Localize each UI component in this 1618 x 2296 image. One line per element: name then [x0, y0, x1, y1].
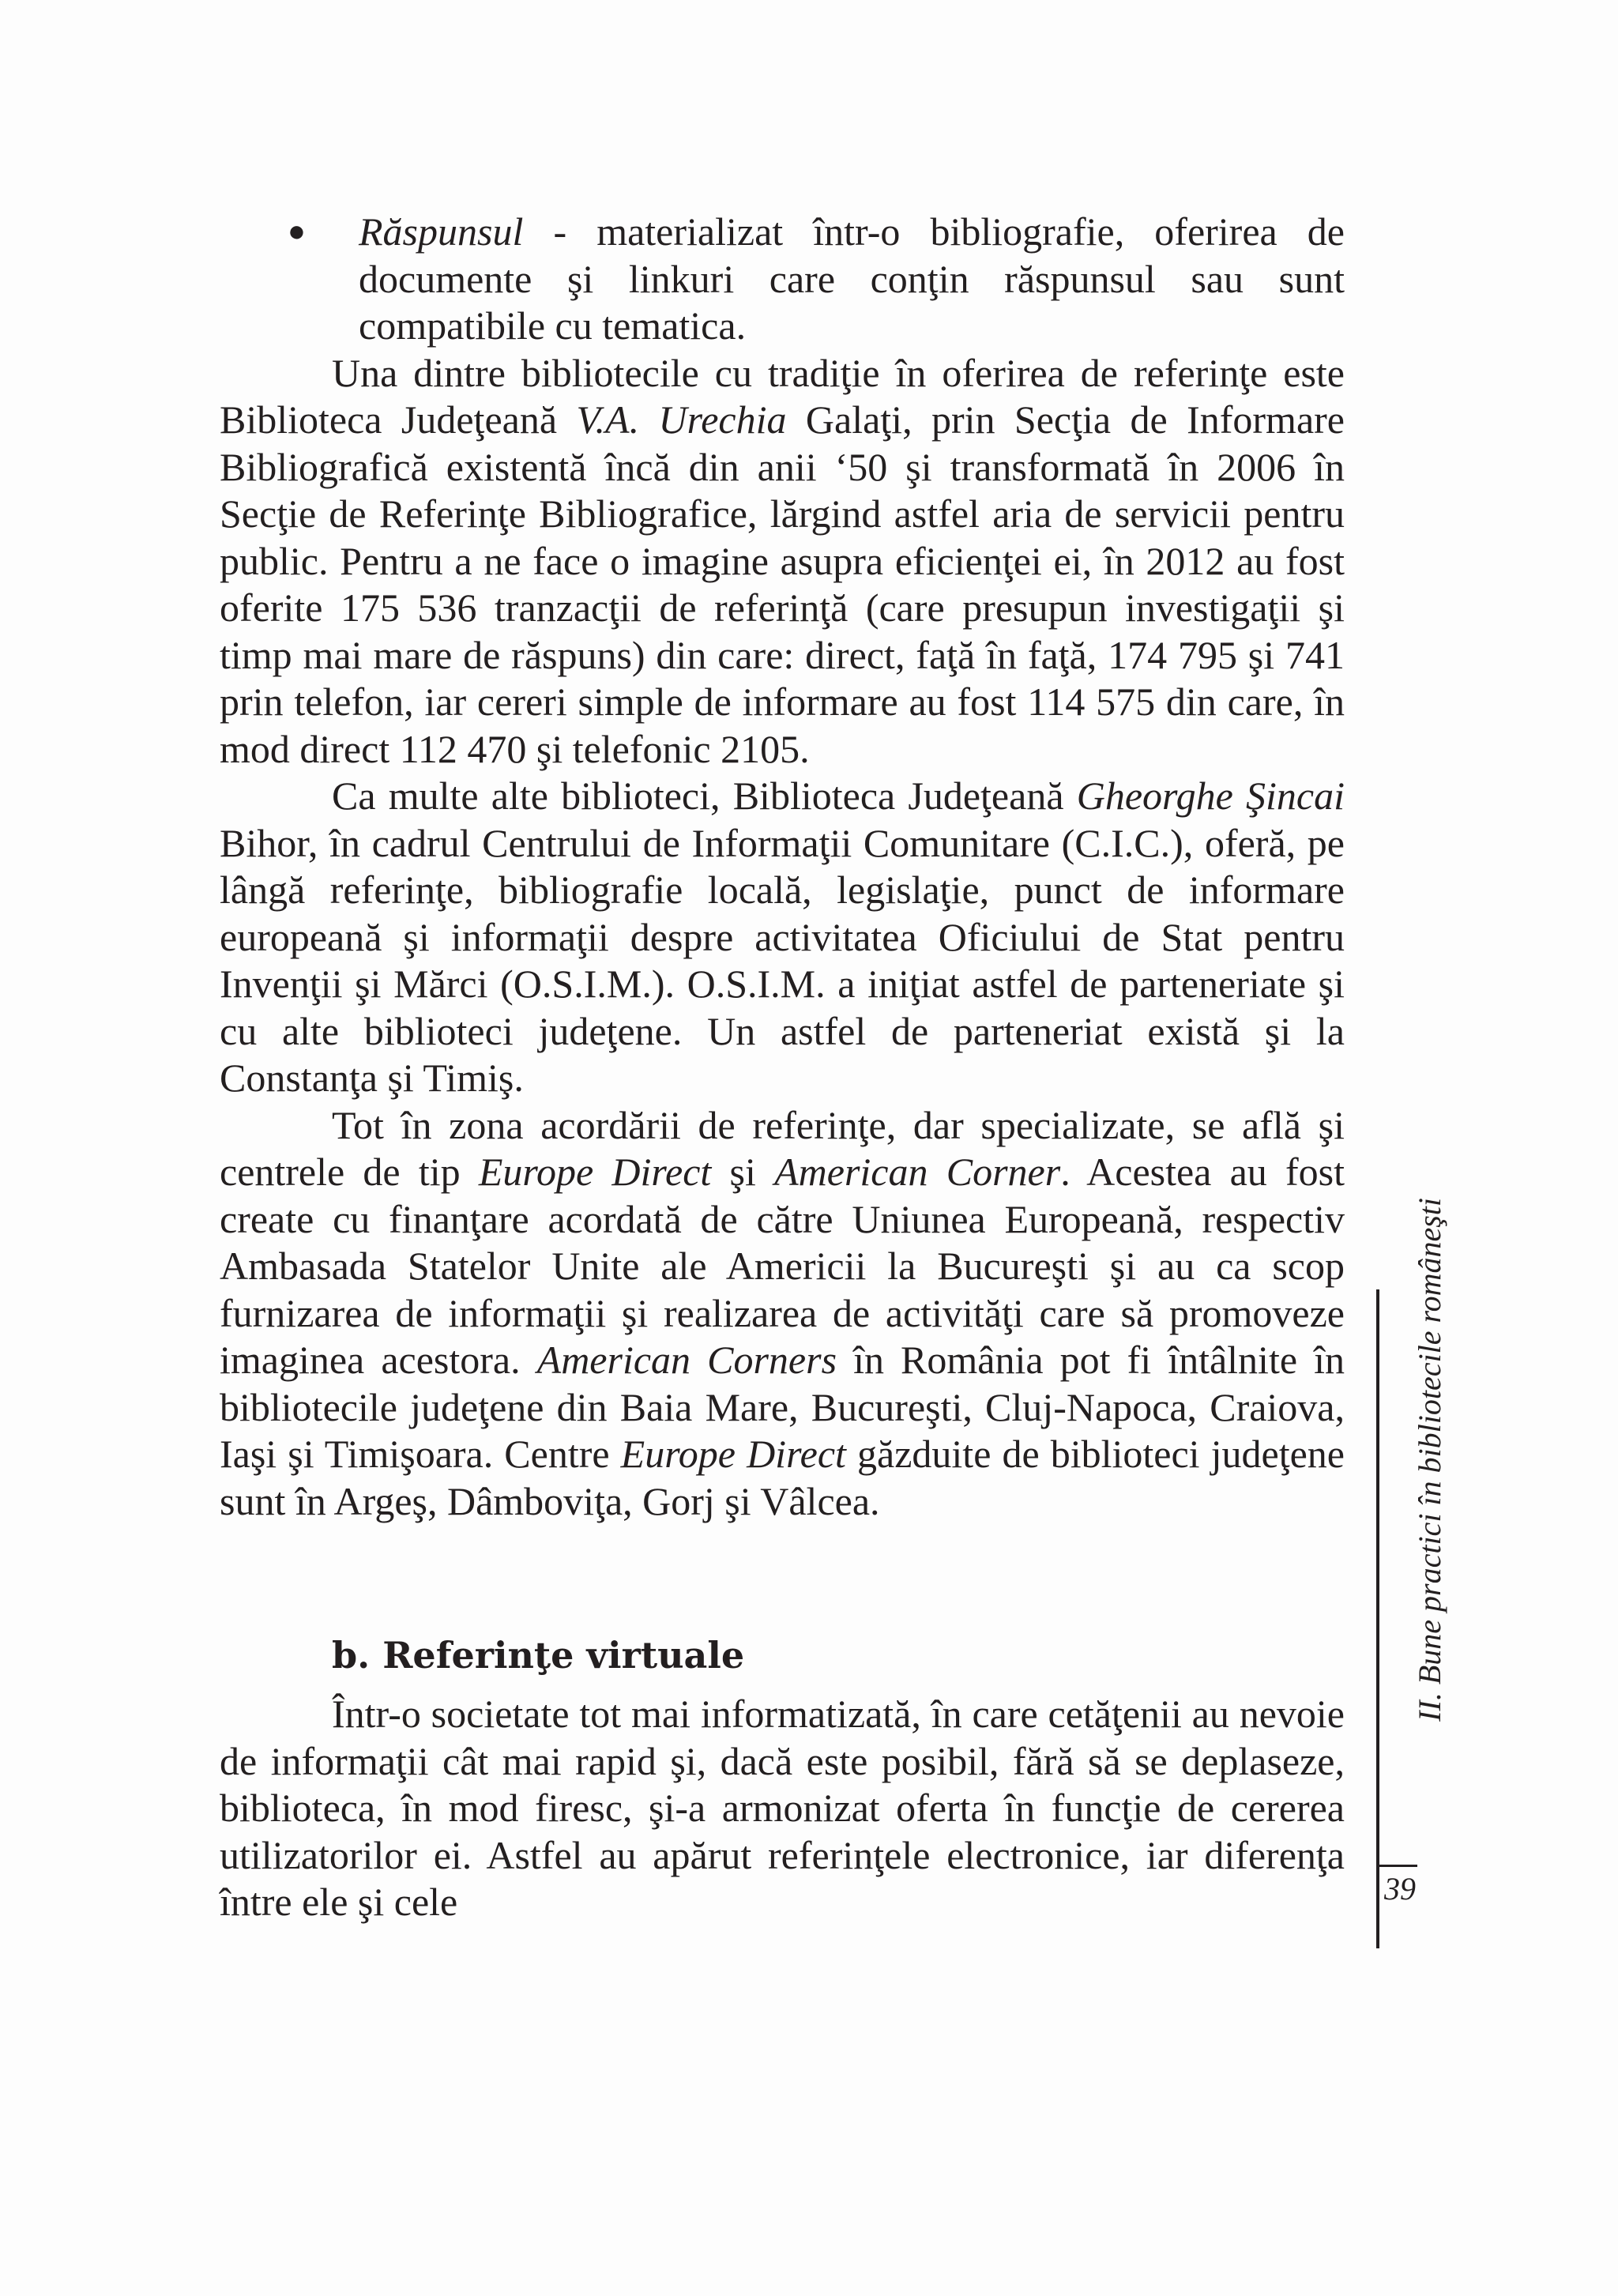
paragraph-bihor: [220, 773, 1345, 1102]
paragraph-centers: [220, 1102, 1345, 1526]
page-number-rule: [1379, 1865, 1417, 1867]
bullet-body: - materializat într-o bibliografie, oferirea de documente şi linkuri care conţin răspunsul sau sunt compatibile cu tematica.: [359, 209, 1345, 348]
text-run: Galaţi, prin Secţia de Informare Bibliografică existentă încă din anii ‘50 şi transformată în 2006 în Secţie de Referinţe Bibliografice, lărgind astfel aria de servicii pentru public. Pentru a ne face o imagine asupra eficienţei ei, în 2012 au fost oferite 175 536 tranzacţii de referinţă (care presupun investigaţii şi timp mai mare de răspuns) din care: direct, faţă în faţă, 174 795 şi 741 prin telefon, iar cereri simple de informare au fost 114 575 din care, în mod direct 112 470 şi telefonic 2105.: [220, 397, 1345, 771]
main-text: [220, 209, 1345, 1926]
running-header-title: II. Bune practici în bibliotecile româneşti: [1412, 1198, 1447, 1722]
text-run: în România pot fi întâlnite în bibliotecile judeţene din Baia Mare, Bucureşti, Cluj-Napoca, Craiova, Iaşi şi Timişoara. Centre: [220, 1338, 1345, 1476]
paragraph-galati: [220, 350, 1345, 773]
text-run: Bihor, în cadrul Centrului de Informaţii Comunitare (C.I.C.), oferă, pe lângă referinţe, bibliografie locală, legislaţie, punct de informare europeană şi informaţii despre activitatea Oficiului de Stat pentru Invenţii şi Mărci (O.S.I.M.). O.S.I.M. a iniţiat astfel de parteneriate şi cu alte biblioteci judeţene. Un astfel de parteneriat există şi la Constanţa şi Timiş.: [220, 820, 1345, 1100]
section-heading: b. Referinţe virtuale: [332, 1634, 745, 1677]
italic-run: American Corner: [774, 1150, 1061, 1194]
italic-run: Europe Direct: [478, 1150, 712, 1194]
italic-run: V.A. Urechia: [576, 397, 787, 442]
text-run: Una dintre bibliotecile cu tradiţie în oferirea de referinţe este Biblioteca Judeţeană: [220, 350, 1345, 442]
text-run: şi: [711, 1150, 775, 1194]
italic-run: Gheorghe Şincai: [1076, 773, 1345, 818]
paragraph-virtual-references: Într-o societate tot mai informatizată, în care cetăţenii au nevoie de informaţii cât mai rapid şi, dacă este posibil, fără să se deplaseze, biblioteca, în mod firesc, şi-a armonizat oferta în funcţie de cererea utilizatorilor ei. Astfel au apărut referinţele electronice, iar diferenţa între ele şi cele: [220, 1692, 1345, 1924]
text-run: Ca multe alte biblioteci, Biblioteca Judeţeană: [332, 773, 1077, 818]
bullet-lead: Răspunsul: [359, 209, 524, 254]
bullet-icon: ●: [288, 215, 306, 248]
italic-run: American Corners: [536, 1338, 837, 1382]
page-number: 39: [1384, 1871, 1416, 1906]
text-run: . Acestea au fost create cu finanţare acordată de către Uniunea Europeană, respectiv Ambasada Statelor Unite ale Americii la Bucureşti şi au ca scop furnizarea de informaţii şi realizarea de activităţi care să promoveze imaginea acestora.: [220, 1150, 1345, 1382]
running-header: [1414, 1198, 1446, 1857]
italic-run: Europe Direct: [620, 1432, 846, 1476]
bullet-text: [359, 209, 1345, 350]
list-item: [220, 209, 1345, 350]
running-header-rule: [1376, 1289, 1379, 1948]
text-run: Tot în zona acordării de referinţe, dar specializate, se află şi centrele de tip: [220, 1102, 1345, 1194]
text-run: găzduite de biblioteci judeţene sunt în Argeş, Dâmboviţa, Gorj şi Vâlcea.: [220, 1432, 1345, 1523]
